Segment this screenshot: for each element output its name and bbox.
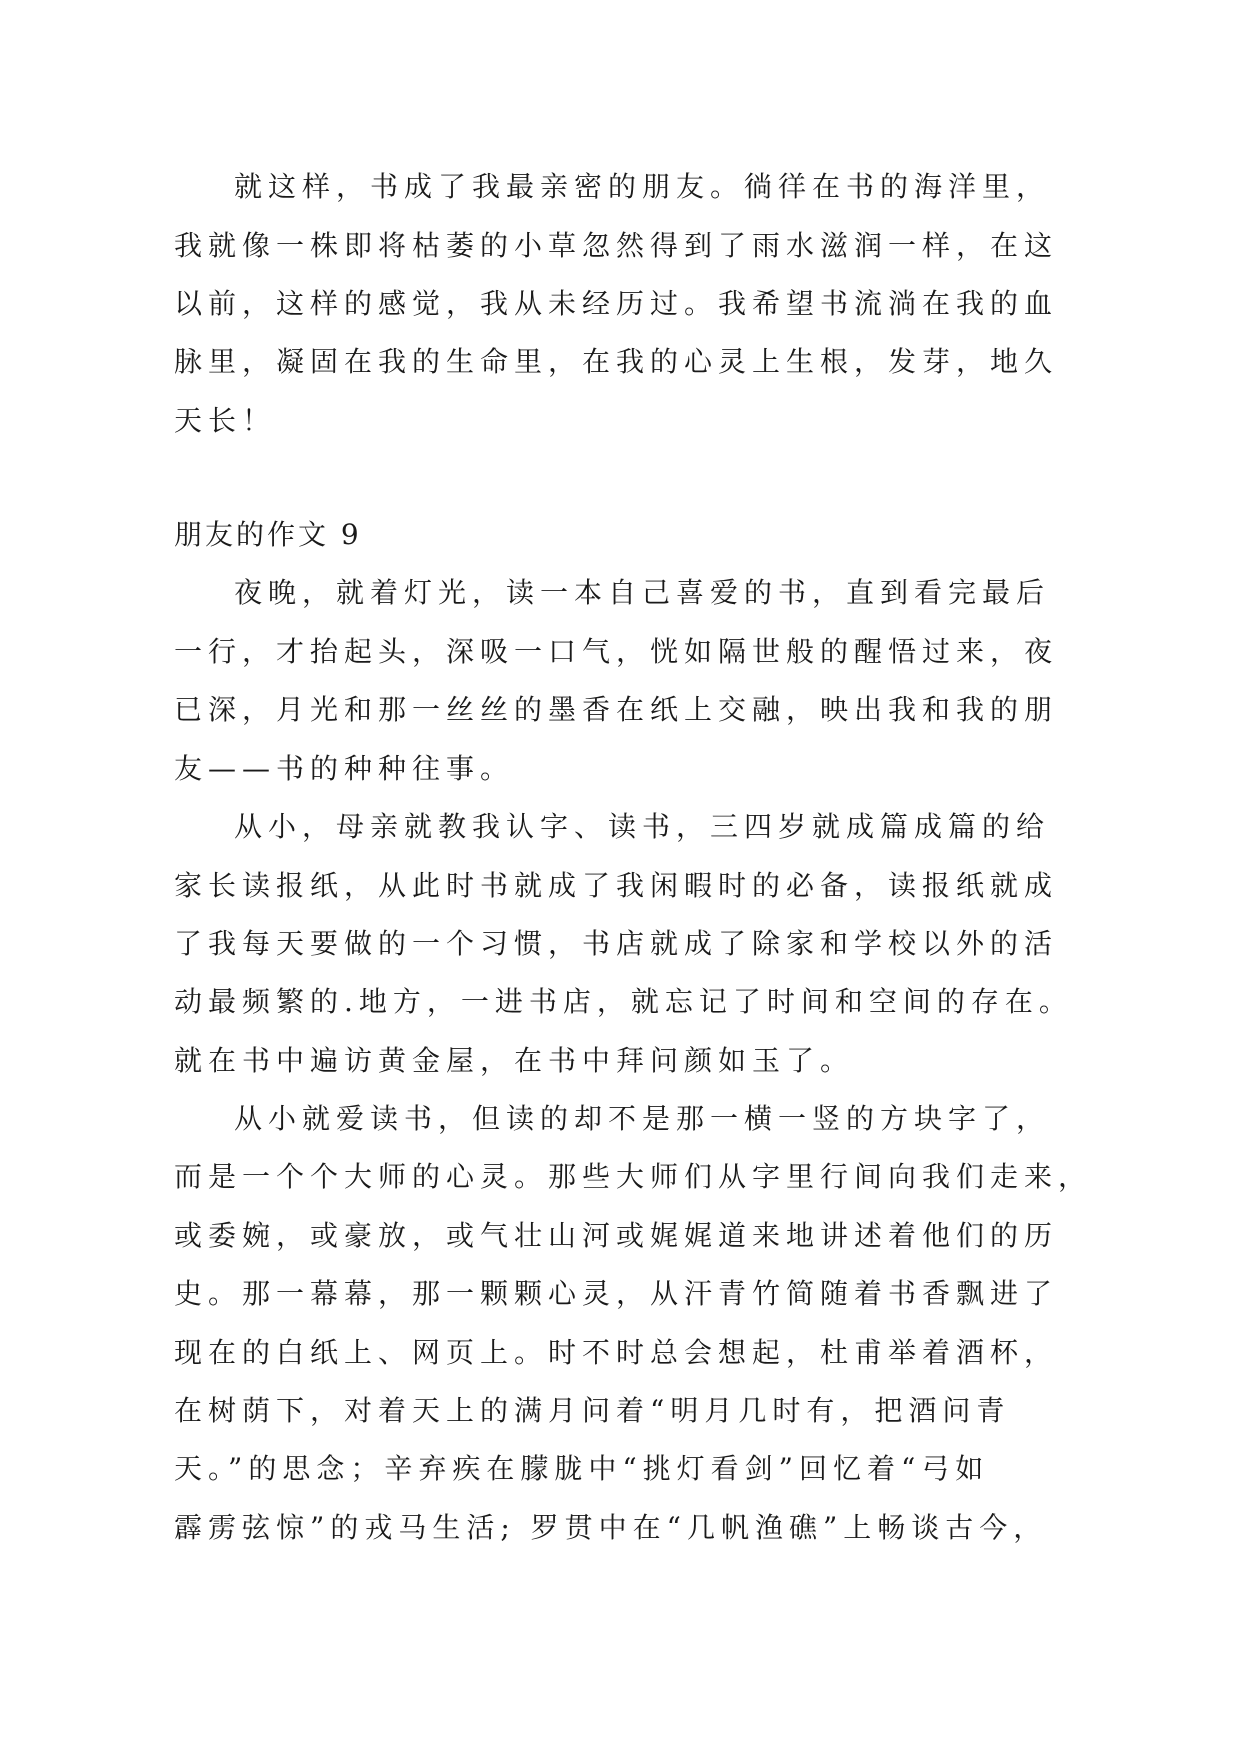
paragraph-2-line-4: 友——书的种种往事。 xyxy=(174,752,515,785)
paragraph-4-line-7: 天。”的思念；辛弃疾在朦胧中“挑灯看剑”回忆着“弓如 xyxy=(174,1452,990,1485)
paragraph-1-line-4: 脉里，凝固在我的生命里，在我的心灵上生根，发芽，地久 xyxy=(174,345,1059,378)
paragraph-3-line-5: 就在书中遍访黄金屋，在书中拜问颜如玉了。 xyxy=(174,1044,855,1077)
paragraph-3-line-3: 了我每天要做的一个习惯，书店就成了除家和学校以外的活 xyxy=(174,927,1059,960)
paragraph-1-line-5: 天长！ xyxy=(174,404,277,437)
paragraph-2-line-3: 已深，月光和那一丝丝的墨香在纸上交融，映出我和我的朋 xyxy=(174,693,1059,726)
paragraph-1-line-3: 以前，这样的感觉，我从未经历过。我希望书流淌在我的血 xyxy=(174,287,1059,320)
paragraph-3-line-2: 家长读报纸，从此时书就成了我闲暇时的必备，读报纸就成 xyxy=(174,869,1059,902)
section-heading: 朋友的作文 9 xyxy=(174,518,362,551)
paragraph-2-line-1: 夜晚，就着灯光，读一本自己喜爱的书，直到看完最后 xyxy=(234,576,1051,609)
paragraph-1-line-2: 我就像一株即将枯萎的小草忽然得到了雨水滋润一样，在这 xyxy=(174,229,1059,262)
paragraph-1-line-1: 就这样，书成了我最亲密的朋友。徜徉在书的海洋里， xyxy=(234,170,1051,203)
paragraph-4-line-5: 现在的白纸上、网页上。时不时总会想起，杜甫举着酒杯， xyxy=(174,1336,1059,1369)
paragraph-4-line-8: 霹雳弦惊”的戎马生活; 罗贯中在“几帆渔礁”上畅谈古今， xyxy=(174,1511,1048,1544)
paragraph-3-line-4: 动最频繁的.地方，一进书店，就忘记了时间和空间的存在。 xyxy=(174,985,1073,1018)
paragraph-2-line-2: 一行，才抬起头，深吸一口气，恍如隔世般的醒悟过来，夜 xyxy=(174,635,1059,668)
paragraph-4-line-4: 史。那一幕幕，那一颗颗心灵，从汗青竹简随着书香飘进了 xyxy=(174,1277,1059,1310)
paragraph-4-line-1: 从小就爱读书，但读的却不是那一横一竖的方块字了， xyxy=(234,1102,1051,1135)
paragraph-4-line-2: 而是一个个大师的心灵。那些大师们从字里行间向我们走来， xyxy=(174,1160,1093,1193)
paragraph-3-line-1: 从小，母亲就教我认字、读书，三四岁就成篇成篇的给 xyxy=(234,810,1051,843)
paragraph-4-line-6: 在树荫下，对着天上的满月问着“明月几时有，把酒问青 xyxy=(174,1394,1011,1427)
paragraph-4-line-3: 或委婉，或豪放，或气壮山河或娓娓道来地讲述着他们的历 xyxy=(174,1219,1059,1252)
